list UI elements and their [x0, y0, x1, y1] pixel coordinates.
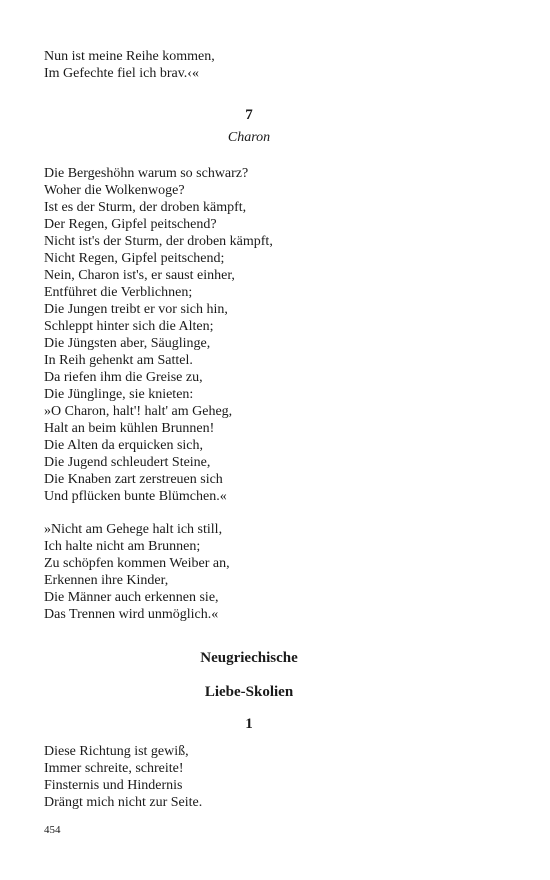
- verse-line: Ich halte nicht am Brunnen;: [44, 539, 201, 554]
- verse-line: Diese Richtung ist gewiß,: [44, 744, 189, 759]
- verse-line: Nicht ist's der Sturm, der droben kämpft,: [44, 234, 273, 249]
- poem-stanza-1: [44, 165, 454, 505]
- verse-line: Der Regen, Gipfel peitschend?: [44, 217, 217, 232]
- top-fragment-stanza: [44, 48, 454, 82]
- section-title: Neugriechische: [200, 650, 298, 666]
- verse-line: Entführet die Verblichnen;: [44, 285, 193, 300]
- verse-line: Im Gefechte fiel ich brav.‹«: [44, 66, 199, 81]
- poem-number: 7: [245, 107, 253, 123]
- verse-line: Finsternis und Hindernis: [44, 778, 183, 793]
- poem-number: 1: [245, 716, 253, 732]
- verse-line: Schleppt hinter sich die Alten;: [44, 319, 214, 334]
- poem-stanza: [44, 743, 454, 811]
- verse-line: »O Charon, halt'! halt' am Geheg,: [44, 404, 233, 419]
- verse-line: Die Jugend schleudert Steine,: [44, 455, 211, 470]
- verse-line: Nicht Regen, Gipfel peitschend;: [44, 251, 225, 266]
- verse-line: Immer schreite, schreite!: [44, 761, 184, 776]
- verse-line: Die Jüngsten aber, Säuglinge,: [44, 336, 211, 351]
- verse-line: Und pflücken bunte Blümchen.«: [44, 489, 227, 504]
- verse-line: Zu schöpfen kommen Weiber an,: [44, 556, 230, 571]
- verse-line: Ist es der Sturm, der droben kämpft,: [44, 200, 247, 215]
- verse-line: Drängt mich nicht zur Seite.: [44, 795, 203, 810]
- verse-line: Da riefen ihm die Greise zu,: [44, 370, 203, 385]
- section-subtitle: Liebe-Skolien: [204, 684, 294, 700]
- verse-line: Nein, Charon ist's, er saust einher,: [44, 268, 235, 283]
- verse-line: Die Jünglinge, sie knieten:: [44, 387, 194, 402]
- verse-line: Erkennen ihre Kinder,: [44, 573, 169, 588]
- verse-line: Woher die Wolkenwoge?: [44, 183, 185, 198]
- poem-title: Charon: [227, 130, 271, 145]
- verse-line: Das Trennen wird unmöglich.«: [44, 607, 219, 622]
- page-number: 454: [44, 824, 61, 836]
- book-page: [44, 48, 454, 811]
- verse-line: Die Jungen treibt er vor sich hin,: [44, 302, 228, 317]
- verse-line: Die Alten da erquicken sich,: [44, 438, 204, 453]
- verse-line: Die Männer auch erkennen sie,: [44, 590, 219, 605]
- verse-line: Die Bergeshöhn warum so schwarz?: [44, 166, 249, 181]
- poem-stanza-2: [44, 521, 454, 623]
- verse-line: Nun ist meine Reihe kommen,: [44, 49, 215, 64]
- verse-line: »Nicht am Gehege halt ich still,: [44, 522, 223, 537]
- verse-line: In Reih gehenkt am Sattel.: [44, 353, 193, 368]
- verse-line: Die Knaben zart zerstreuen sich: [44, 472, 223, 487]
- verse-line: Halt an beim kühlen Brunnen!: [44, 421, 215, 436]
